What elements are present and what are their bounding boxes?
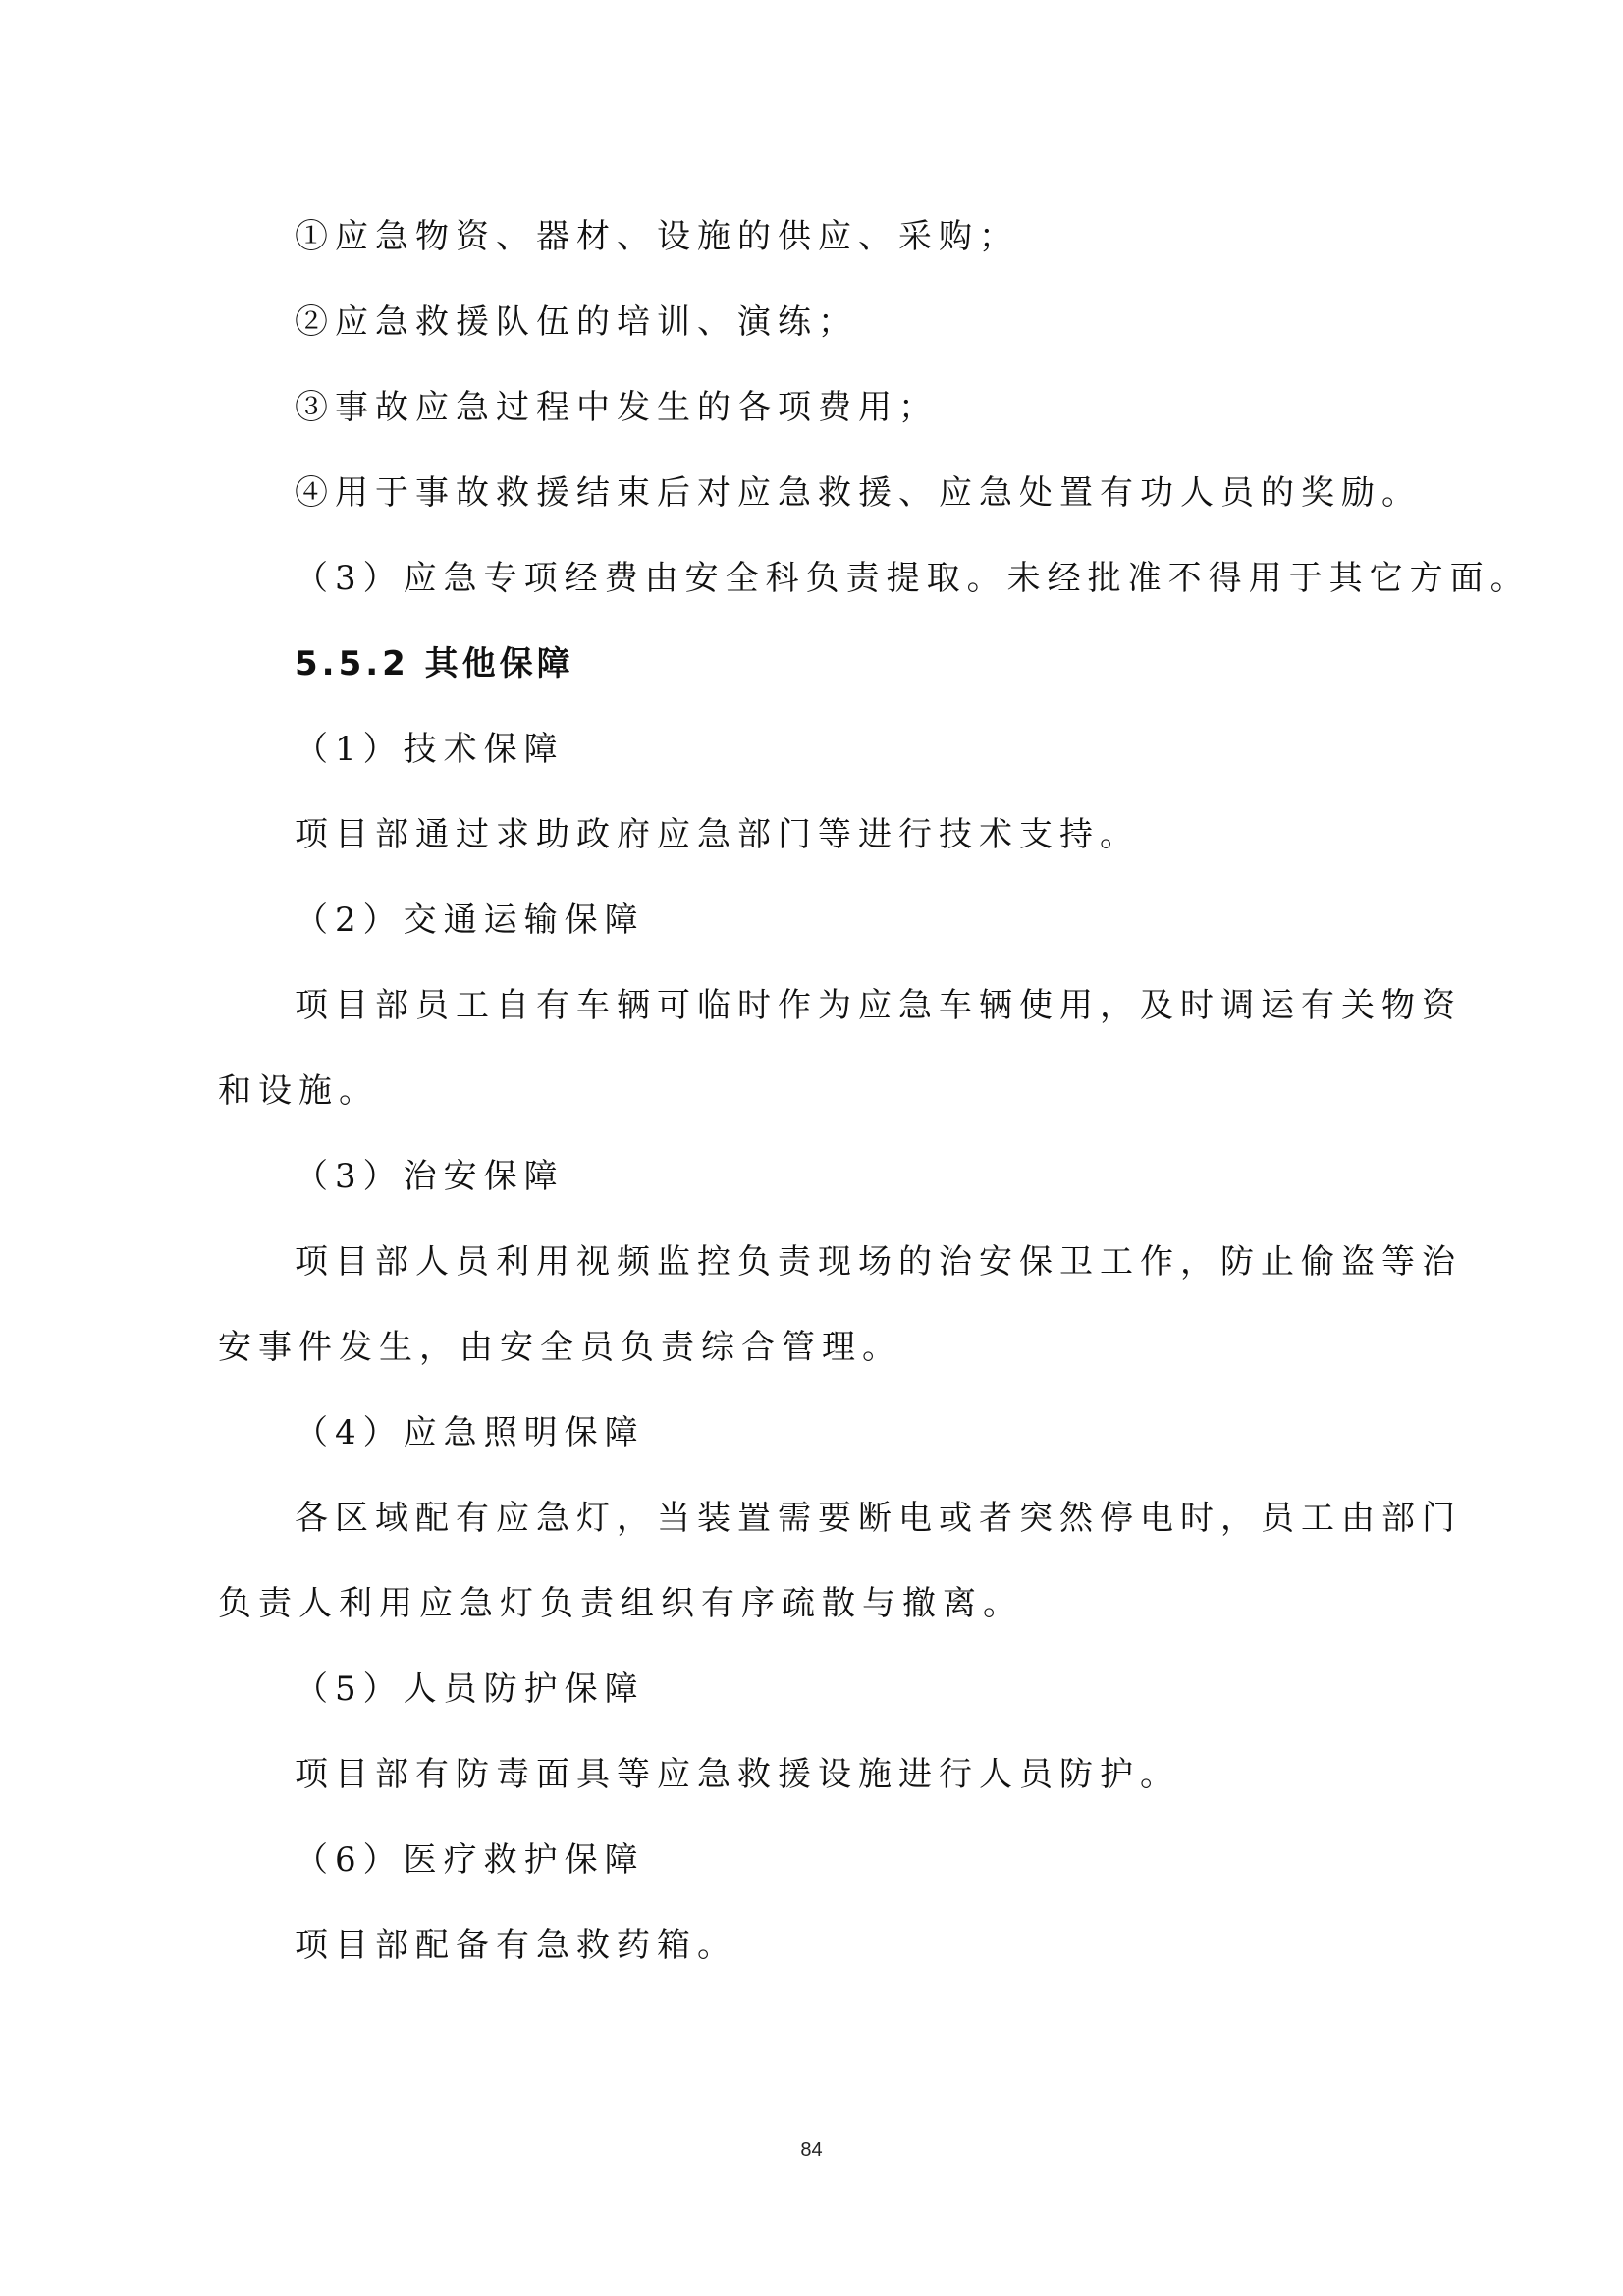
subheading-lighting: （4）应急照明保障 [295, 1413, 645, 1452]
paragraph-security-line-2: 安事件发生，由安全员负责综合管理。 [218, 1328, 902, 1367]
funding-paragraph-3: （3）应急专项经费由安全科负责提取。未经批准不得用于其它方面。 [295, 559, 1531, 598]
funding-item-1: ①应急物资、器材、设施的供应、采购； [295, 217, 1019, 256]
section-heading-5-5-2: 5.5.2 其他保障 [295, 644, 574, 683]
paragraph-technical: 项目部通过求助政府应急部门等进行技术支持。 [295, 815, 1140, 854]
paragraph-security-line-1: 项目部人员利用视频监控负责现场的治安保卫工作，防止偷盗等治 [295, 1242, 1462, 1282]
paragraph-protection: 项目部有防毒面具等应急救援设施进行人员防护。 [295, 1755, 1180, 1794]
paragraph-transport-line-1: 项目部员工自有车辆可临时作为应急车辆使用，及时调运有关物资 [295, 986, 1462, 1025]
paragraph-transport-line-2: 和设施。 [218, 1071, 379, 1111]
subheading-protection: （5）人员防护保障 [295, 1669, 645, 1709]
subheading-security: （3）治安保障 [295, 1157, 565, 1196]
funding-item-3: ③事故应急过程中发生的各项费用； [295, 388, 939, 427]
paragraph-medical: 项目部配备有急救药箱。 [295, 1926, 737, 1965]
funding-item-2: ②应急救援队伍的培训、演练； [295, 302, 858, 342]
paragraph-lighting-line-1: 各区域配有应急灯，当装置需要断电或者突然停电时，员工由部门 [295, 1499, 1462, 1538]
funding-item-4: ④用于事故救援结束后对应急救援、应急处置有功人员的奖励。 [295, 473, 1422, 513]
subheading-transport: （2）交通运输保障 [295, 901, 645, 940]
subheading-technical: （1）技术保障 [295, 730, 565, 769]
subheading-medical: （6）医疗救护保障 [295, 1840, 645, 1880]
paragraph-lighting-line-2: 负责人利用应急灯负责组织有序疏散与撤离。 [218, 1584, 1023, 1623]
page-number: 84 [800, 2139, 823, 2160]
